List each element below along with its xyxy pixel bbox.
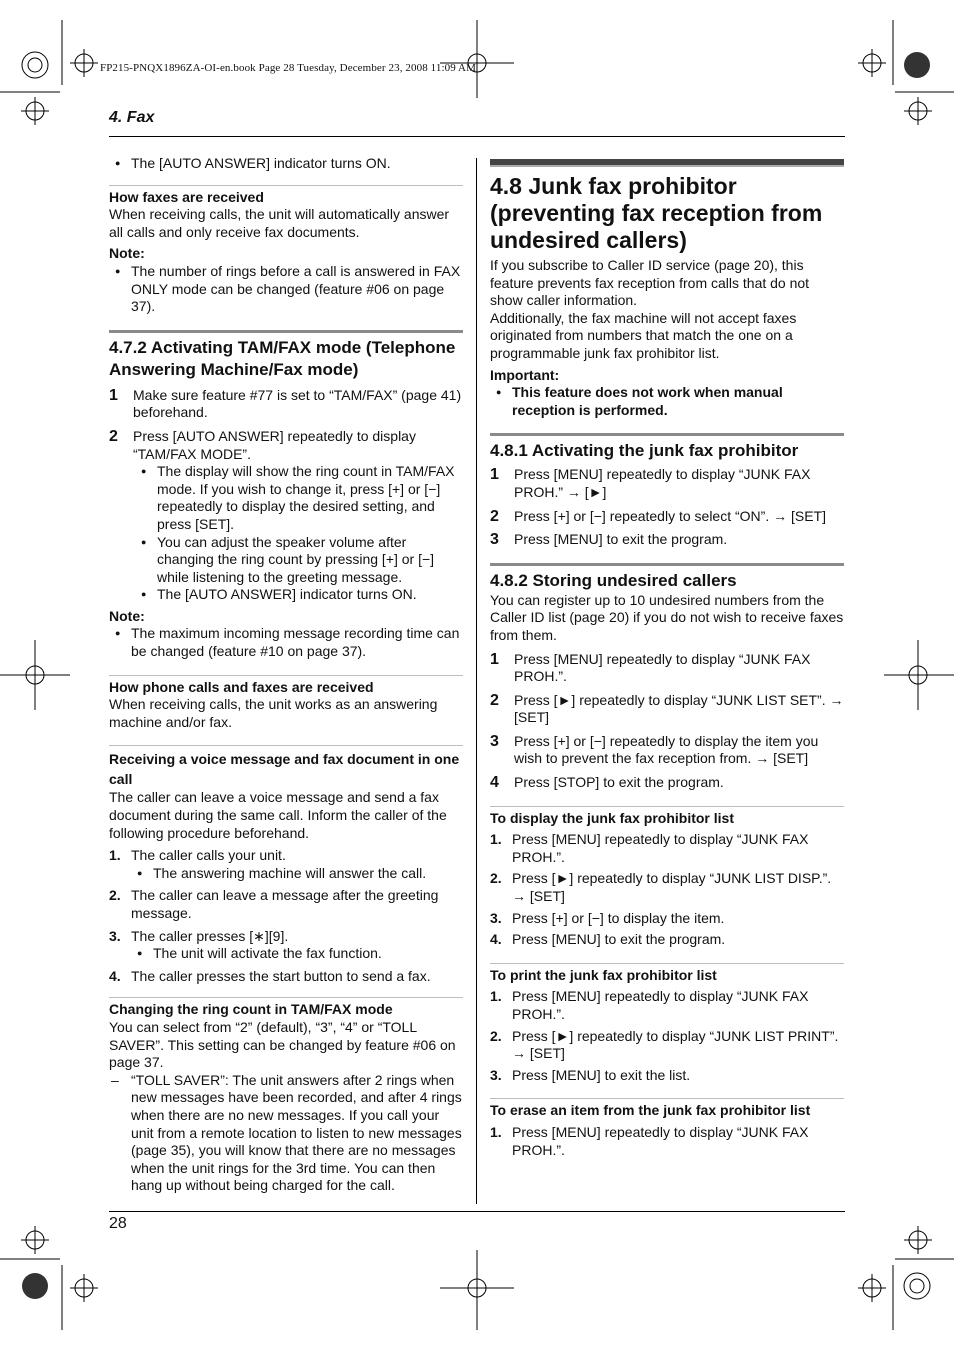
voice-fax-title: Receiving a voice message and fax document in one call	[109, 751, 460, 788]
note-text: ● The number of rings before a call is answered in FAX ONLY mode can be changed (feature #06 on page 37).	[109, 263, 463, 316]
list-item: 3. Press [MENU] to exit the list.	[490, 1066, 691, 1083]
tam-step-2: 2 Press [AUTO ANSWER] repeatedly to display “TAM/FAX MODE”.	[109, 427, 416, 462]
activate-step: 1 Press [MENU] repeatedly to display “JUNK FAX PROH.” → [►]	[490, 466, 811, 500]
storing-step: 4 Press [STOP] to exit the program.	[490, 774, 724, 792]
note-label: Note:	[109, 245, 145, 262]
activate-heading: 4.8.1 Activating the junk fax prohibitor	[490, 441, 799, 461]
how-faxes-body: When receiving calls, the unit will automatically answer all calls and only receive fax documents.	[109, 206, 450, 240]
page-number: 28	[109, 1215, 127, 1232]
erase-title: To erase an item from the junk fax prohibitor list	[490, 1102, 811, 1119]
storing-step: 2 Press [►] repeatedly to display “JUNK LIST SET”. → [SET]	[490, 691, 844, 726]
list-item-bullet: ● The answering machine will answer the call.	[131, 865, 463, 883]
intro-1: If you subscribe to Caller ID service (page 20), this feature prevents fax reception from calls that do not show caller information.	[490, 257, 810, 309]
auto-answer-bullet: ● The [AUTO ANSWER] indicator turns ON.	[109, 155, 463, 173]
header-rule	[109, 136, 845, 137]
print-list-title: To print the junk fax prohibitor list	[490, 966, 717, 983]
column-divider	[476, 158, 477, 1204]
display-list-title: To display the junk fax prohibitor list	[490, 809, 734, 826]
storing-step: 1 Press [MENU] repeatedly to display “JUNK FAX PROH.”.	[490, 650, 811, 685]
list-item: 1. Press [MENU] repeatedly to display “JUNK FAX PROH.”.	[490, 988, 809, 1022]
tam-step2-bullet: ● The [AUTO ANSWER] indicator turns ON.	[109, 586, 463, 604]
storing-step: 3 Press [+] or [−] repeatedly to display the item you wish to prevent the fax reception from. → [SET]	[490, 732, 819, 767]
phone-calls-body: When receiving calls, the unit works as an answering machine and/or fax.	[109, 696, 438, 730]
important-text: ● This feature does not work when manual reception is performed.	[490, 384, 844, 419]
ring-count-title: Changing the ring count in TAM/FAX mode	[109, 1001, 393, 1018]
how-faxes-title: How faxes are received	[109, 188, 264, 205]
toll-saver-dash: – “TOLL SAVER”: The unit answers after 2 rings when new messages have been recorded, and after 4 rings when there are no new messages. If you call your unit from a remote location to listen to new messages (page 35), you will know that there are no messages when the unit rings for the 3rd time. You can then hang up without being charged for the call.	[109, 1072, 463, 1195]
list-item: 2. Press [►] repeatedly to display “JUNK LIST DISP.”. → [SET]	[490, 870, 832, 905]
intro-2: Additionally, the fax machine will not accept faxes originated from numbers that match the one on a programmable junk fax prohibitor list.	[490, 309, 797, 361]
storing-body: You can register up to 10 undesired numbers from the Caller ID list (page 20) if you do not wish to receive faxes from them.	[490, 591, 844, 643]
tam-note-label: Note:	[109, 607, 145, 624]
list-item: 1. Press [MENU] repeatedly to display “JUNK FAX PROH.”.	[490, 831, 809, 865]
tam-step-1: 1 Make sure feature #77 is set to “TAM/FAX” (page 41) beforehand.	[109, 386, 462, 421]
file-header: FP215-PNQX1896ZA-OI-en.book Page 28 Tuesday, December 23, 2008 11:09 AM	[100, 62, 476, 74]
footer-rule	[109, 1211, 845, 1212]
tam-note: ● The maximum incoming message recording time can be changed (feature #10 on page 37).	[109, 625, 463, 660]
tam-step2-bullet: ● The display will show the ring count in TAM/FAX mode. If you wish to change it, press [+] or [−] repeatedly to display the desired setting, and press [SET].	[109, 463, 463, 533]
list-item: 1. Press [MENU] repeatedly to display “JUNK FAX PROH.”.	[490, 1123, 809, 1158]
junk-fax-heading: 4.8 Junk fax prohibitor (preventing fax reception from undesired callers)	[490, 173, 823, 253]
list-item: 2. The caller can leave a message after the greeting message.	[109, 887, 439, 921]
voice-fax-steps	[109, 847, 463, 985]
activate-step: 3 Press [MENU] to exit the program.	[490, 531, 728, 549]
list-item: 1. The caller calls your unit.	[109, 847, 286, 864]
phone-calls-title: How phone calls and faxes are received	[109, 678, 374, 695]
list-item: 2. Press [►] repeatedly to display “JUNK LIST PRINT”. → [SET]	[490, 1027, 839, 1062]
important-label: Important:	[490, 366, 560, 383]
list-item: 4. The caller presses the start button to send a fax.	[109, 967, 431, 984]
voice-fax-body: The caller can leave a voice message and send a fax document during the same call. Inform the caller of the following procedure beforehand.	[109, 789, 447, 841]
right-column	[490, 159, 844, 1159]
list-item: 4. Press [MENU] to exit the program.	[490, 931, 726, 948]
activate-step: 2 Press [+] or [−] repeatedly to select “ON”. → [SET]	[490, 507, 826, 525]
tam-heading: 4.7.2 Activating TAM/FAX mode (Telephone Answering Machine/Fax mode)	[109, 337, 456, 379]
list-item: 3. The caller presses [∗][9].	[109, 927, 289, 944]
list-item-bullet: ● The unit will activate the fax function.	[131, 945, 463, 963]
list-item: 3. Press [+] or [−] to display the item.	[490, 909, 725, 926]
storing-heading: 4.8.2 Storing undesired callers	[490, 570, 737, 590]
ring-count-body: You can select from “2” (default), “3”, “4” or “TOLL SAVER”. This setting can be changed by feature #06 on page 37.	[109, 1018, 456, 1071]
section-title: 4. Fax	[109, 109, 155, 126]
left-column	[109, 155, 463, 1195]
tam-step2-bullet: ● You can adjust the speaker volume after changing the ring count by pressing [+] or [−] while listening to the greeting message.	[109, 534, 463, 587]
